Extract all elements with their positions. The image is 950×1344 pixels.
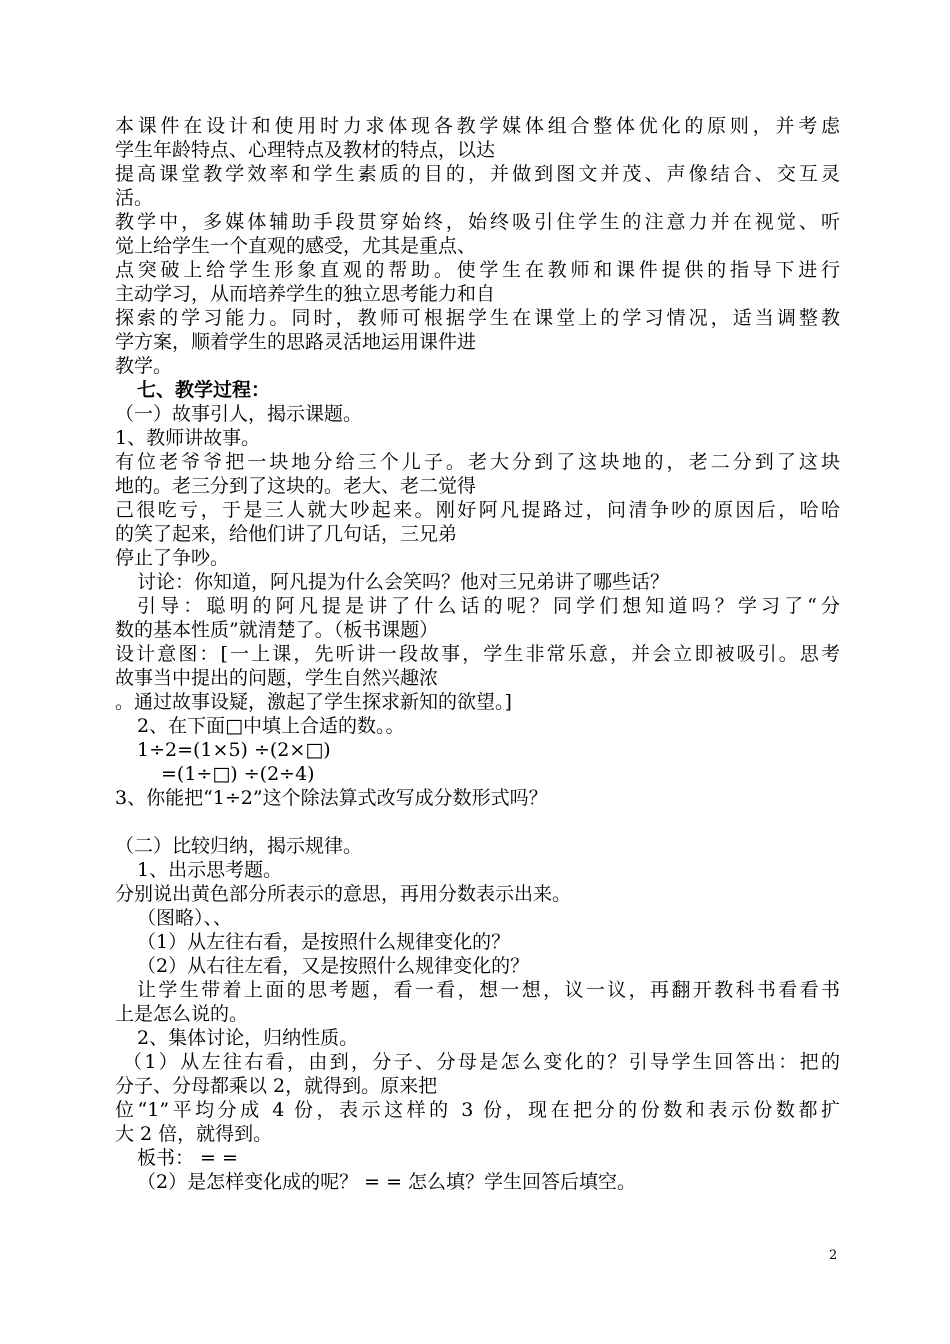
paragraph-line: 1、教师讲故事。 xyxy=(115,427,261,449)
paragraph-line: 教学中，多媒体辅助手段贯穿始终，始终吸引住学生的注意力并在视觉、听 xyxy=(115,211,840,233)
paragraph-line: （一）故事引人，揭示课题。 xyxy=(115,403,363,425)
paragraph-line: 讨论：你知道，阿凡提为什么会笑吗？他对三兄弟讲了哪些话？ xyxy=(137,571,670,593)
paragraph-line: 的笑了起来，给他们讲了几句话，三兄弟 xyxy=(115,523,458,545)
paragraph-line: 停止了争吵。 xyxy=(115,547,230,569)
paragraph-line: 分别说出黄色部分所表示的意思，再用分数表示出来。 xyxy=(115,883,572,905)
paragraph-line: 。通过故事设疑，激起了学生探求新知的欲望。] xyxy=(115,691,512,713)
paragraph-line: 点突破上给学生形象直观的帮助。使学生在教师和课件提供的指导下进行 xyxy=(115,259,840,281)
paragraph-line: 学生年龄特点、心理特点及教材的特点，以达 xyxy=(115,139,496,161)
paragraph-line: （二）比较归纳，揭示规律。 xyxy=(115,835,363,857)
paragraph-line: 3、你能把“1÷2”这个除法算式改写成分数形式吗？ xyxy=(115,787,548,809)
paragraph-line: 地的。老三分到了这块的。老大、老二觉得 xyxy=(115,475,477,497)
paragraph-line: 2、在下面□中填上合适的数。。 xyxy=(137,715,405,737)
paragraph-line: 板书： = = xyxy=(137,1147,238,1169)
paragraph-line: 1、出示思考题。 xyxy=(137,859,283,881)
paragraph-line: 设计意图：[一上课，先听讲一段故事，学生非常乐意，并会立即被吸引。思考 xyxy=(115,643,840,665)
paragraph-line: 探索的学习能力。同时，教师可根据学生在课堂上的学习情况，适当调整教 xyxy=(115,307,840,329)
paragraph-line: （2）从右往左看，又是按照什么规律变化的？ xyxy=(137,955,530,977)
paragraph-line: 觉上给学生一个直观的感受，尤其是重点、 xyxy=(115,235,477,257)
paragraph-line: 2、集体讨论，归纳性质。 xyxy=(137,1027,359,1049)
paragraph-line: 1÷2=(1×5) ÷(2×□) xyxy=(137,739,331,761)
paragraph-line: 分子、分母都乘以 2，就得到。原来把 xyxy=(115,1075,438,1097)
paragraph-line: 位“1”平均分成 4 份，表示这样的 3 份，现在把分的份数和表示份数都扩 xyxy=(115,1099,840,1121)
paragraph-line: （2）是怎样变化成的呢？ = = 怎么填？学生回答后填空。 xyxy=(137,1171,637,1193)
paragraph-line: （1）从左往右看，是按照什么规律变化的？ xyxy=(137,931,511,953)
paragraph-line: 七、教学过程： xyxy=(137,379,271,401)
paragraph-line: （图略）、、 xyxy=(137,907,233,929)
paragraph-line: 本课件在设计和使用时力求体现各教学媒体组合整体优化的原则，并考虑 xyxy=(115,115,840,137)
paragraph-line: 活。 xyxy=(115,187,154,209)
paragraph-line: 有位老爷爷把一块地分给三个儿子。老大分到了这块地的，老二分到了这块 xyxy=(115,451,840,473)
paragraph-line: 教学。 xyxy=(115,355,173,377)
paragraph-line: （1）从左往右看，由到，分子、分母是怎么变化的？引导学生回答出：把的 xyxy=(123,1051,840,1073)
paragraph-line: 己很吃亏，于是三人就大吵起来。刚好阿凡提路过，问清争吵的原因后，哈哈 xyxy=(115,499,840,521)
paragraph-line: 故事当中提出的问题，学生自然兴趣浓 xyxy=(115,667,439,689)
paragraph-line: 提高课堂教学效率和学生素质的目的，并做到图文并茂、声像结合、交互灵 xyxy=(115,163,840,185)
blank-line xyxy=(115,810,840,834)
paragraph-line: 大 2 倍，就得到。 xyxy=(115,1123,273,1145)
paragraph-line: 数的基本性质”就清楚了。（板书课题） xyxy=(115,619,439,641)
paragraph-line: 主动学习，从而培养学生的独立思考能力和自 xyxy=(115,283,496,305)
document-body xyxy=(115,114,840,1194)
paragraph-line: 引导：聪明的阿凡提是讲了什么话的呢？同学们想知道吗？学习了“分 xyxy=(137,595,840,617)
page-number: 2 xyxy=(829,1248,838,1263)
paragraph-line: 让学生带着上面的思考题，看一看，想一想，议一议，再翻开教科书看看书 xyxy=(137,979,840,1001)
paragraph-line: 上是怎么说的。 xyxy=(115,1003,249,1025)
paragraph-line: 学方案，顺着学生的思路灵活地运用课件进 xyxy=(115,331,477,353)
paragraph-line: =(1÷□) ÷(2÷4) xyxy=(161,763,315,785)
